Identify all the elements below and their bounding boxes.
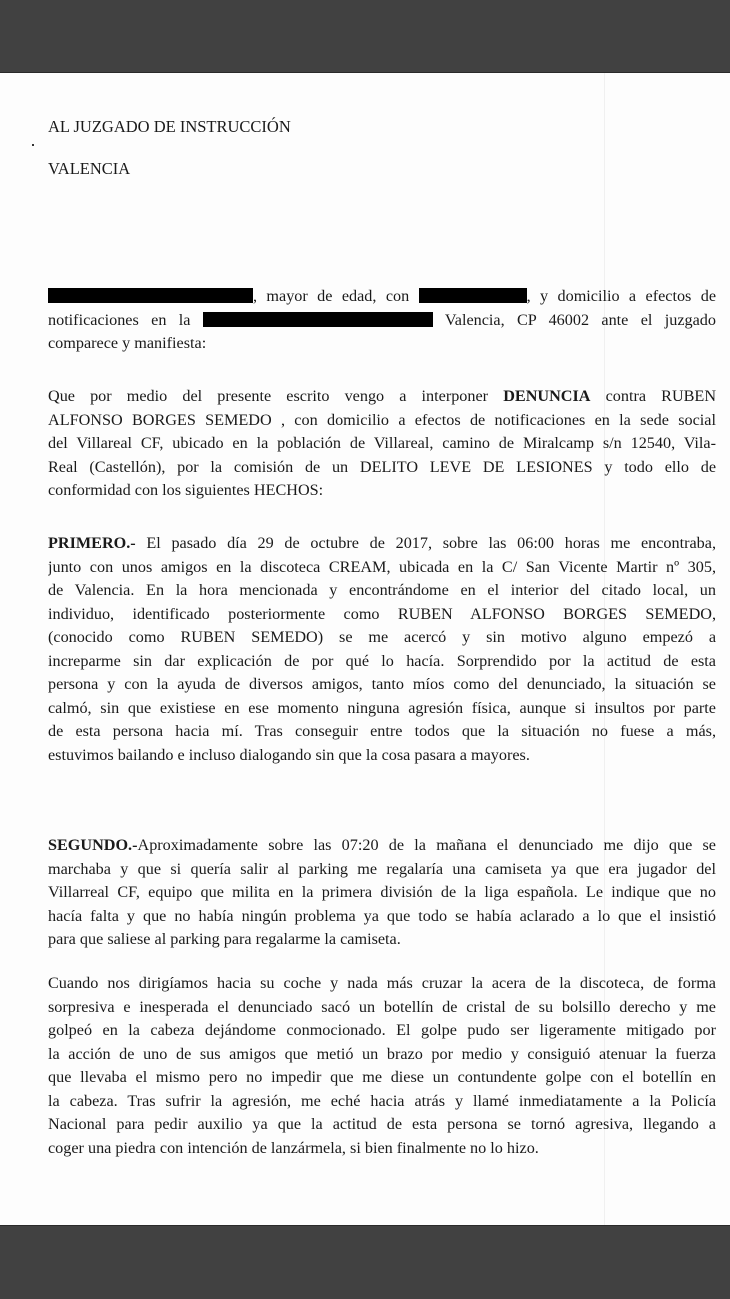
redaction-name [48,288,253,303]
intro-line-3: comparece y manifiesta: [48,334,207,352]
redaction-id [419,288,527,303]
denuncia-line-3: del Villareal CF, ubicado en la población de Villareal, camino de Miralcamp s/n 12540, Vila- [48,434,716,452]
primero-label: PRIMERO.- [48,534,136,552]
intro-text: , y domicilio a efectos de [526,287,716,305]
denuncia-line-4: Real (Castellón), por la comisión de un DELITO LEVE DE LESIONES y todo ello de [48,457,716,476]
cuando-paragraph [48,972,716,1160]
top-bar [0,0,730,73]
cuando-line: coger una piedra con intención de lanzármela, si bien finalmente no lo hizo. [48,1138,539,1157]
denuncia-text: contra RUBEN [605,387,716,405]
primero-paragraph [48,532,716,767]
cuando-line: la cabeza. Tras sufrir la agresión, me eché hacia atrás y llamé inmediatamente a la Policía [48,1091,716,1110]
cuando-line: que llevaba el mismo pero no impedir que me diese un contundente golpe con el botellín en [48,1068,716,1086]
primero-line: de Valencia. En la hora mencionada y encontrándome en el interior del citado local, un [48,581,716,599]
bottom-bar [0,1225,730,1299]
redaction-address [203,312,433,327]
intro-paragraph [48,285,716,356]
primero-line: individuo, identificado posteriormente como RUBEN ALFONSO BORGES SEMEDO, [48,604,716,623]
denuncia-keyword: DENUNCIA [503,387,591,405]
primero-line: (conocido como RUBEN SEMEDO) se me acercó y sin motivo alguno empezó a [48,628,716,646]
stray-mark [32,144,34,146]
cuando-line: Cuando nos dirigíamos hacia su coche y nada más cruzar la acera de la discoteca, de forma [48,974,716,992]
denuncia-line-1 [48,385,716,409]
intro-line-2 [48,309,716,333]
primero-line: increparme sin dar explicación de por qué lo hacía. Sorprendido por la actitud de esta [48,651,716,670]
cuando-line: sorpresiva e inesperada el denunciado sacó un botellín de cristal de su bolsillo derecho y me [48,997,716,1016]
primero-line: junto con unos amigos en la discoteca CREAM, ubicada en la C/ San Vicente Martir nº 305, [48,557,716,576]
addressee-court: AL JUZGADO DE INSTRUCCIÓN [48,117,291,136]
segundo-line: marchaba y que si quería salir al parking me regalaría una camiseta ya que era jugador del [48,859,716,878]
intro-text: , mayor de edad, con [253,287,410,305]
cuando-line: golpeó en la cabeza dejándome conmocionado. El golpe pudo ser ligeramente mitigado por [48,1021,716,1039]
cuando-line: la acción de uno de sus amigos que metió un brazo por medio y consiguió atenuar la fuerza [48,1044,716,1063]
denuncia-text: Que por medio del presente escrito vengo a interponer [48,387,489,405]
intro-text: notificaciones en la [48,310,191,329]
primero-line [48,532,716,556]
primero-text: El pasado día 29 de octubre de 2017, sobre las 06:00 horas me encontraba, [135,534,716,552]
intro-text: Valencia, CP 46002 ante el juzgado [444,310,716,329]
segundo-line: para que saliese al parking para regalarme la camiseta. [48,930,401,948]
primero-line: persona y con la ayuda de diversos amigos, tanto míos como del denunciado, la situación se [48,675,716,693]
cuando-line: Nacional para pedir auxilio ya que la actitud de esta persona se tornó agresiva, llegando a [48,1115,716,1133]
segundo-paragraph [48,834,716,952]
denuncia-paragraph [48,385,716,503]
denuncia-line-2: ALFONSO BORGES SEMEDO , con domicilio a efectos de notificaciones en la sede social [48,410,716,429]
segundo-label: SEGUNDO.- [48,836,138,854]
primero-line: de esta persona hacia mí. Tras conseguir entre todos que la situación no fuese a más, [48,722,716,740]
primero-line: estuvimos bailando e incluso dialogando sin que la cosa pasara a mayores. [48,745,530,764]
segundo-text: Aproximadamente sobre las 07:20 de la mañana el denunciado me dijo que se [137,836,716,854]
segundo-line: hacía falta y que no había ningún problema ya que todo se había aclarado a lo que el insistió [48,906,716,925]
intro-line-1 [48,285,716,309]
addressee-city: VALENCIA [48,159,131,178]
denuncia-line-5: conformidad con los siguientes HECHOS: [48,481,324,499]
document-page [0,73,730,1225]
segundo-line: Villarreal CF, equipo que milita en la primera división de la liga española. Le indique que no [48,883,716,901]
segundo-line [48,834,716,858]
primero-line: calmó, sin que existiese en ese momento ninguna agresión física, aunque si insultos por parte [48,698,716,717]
